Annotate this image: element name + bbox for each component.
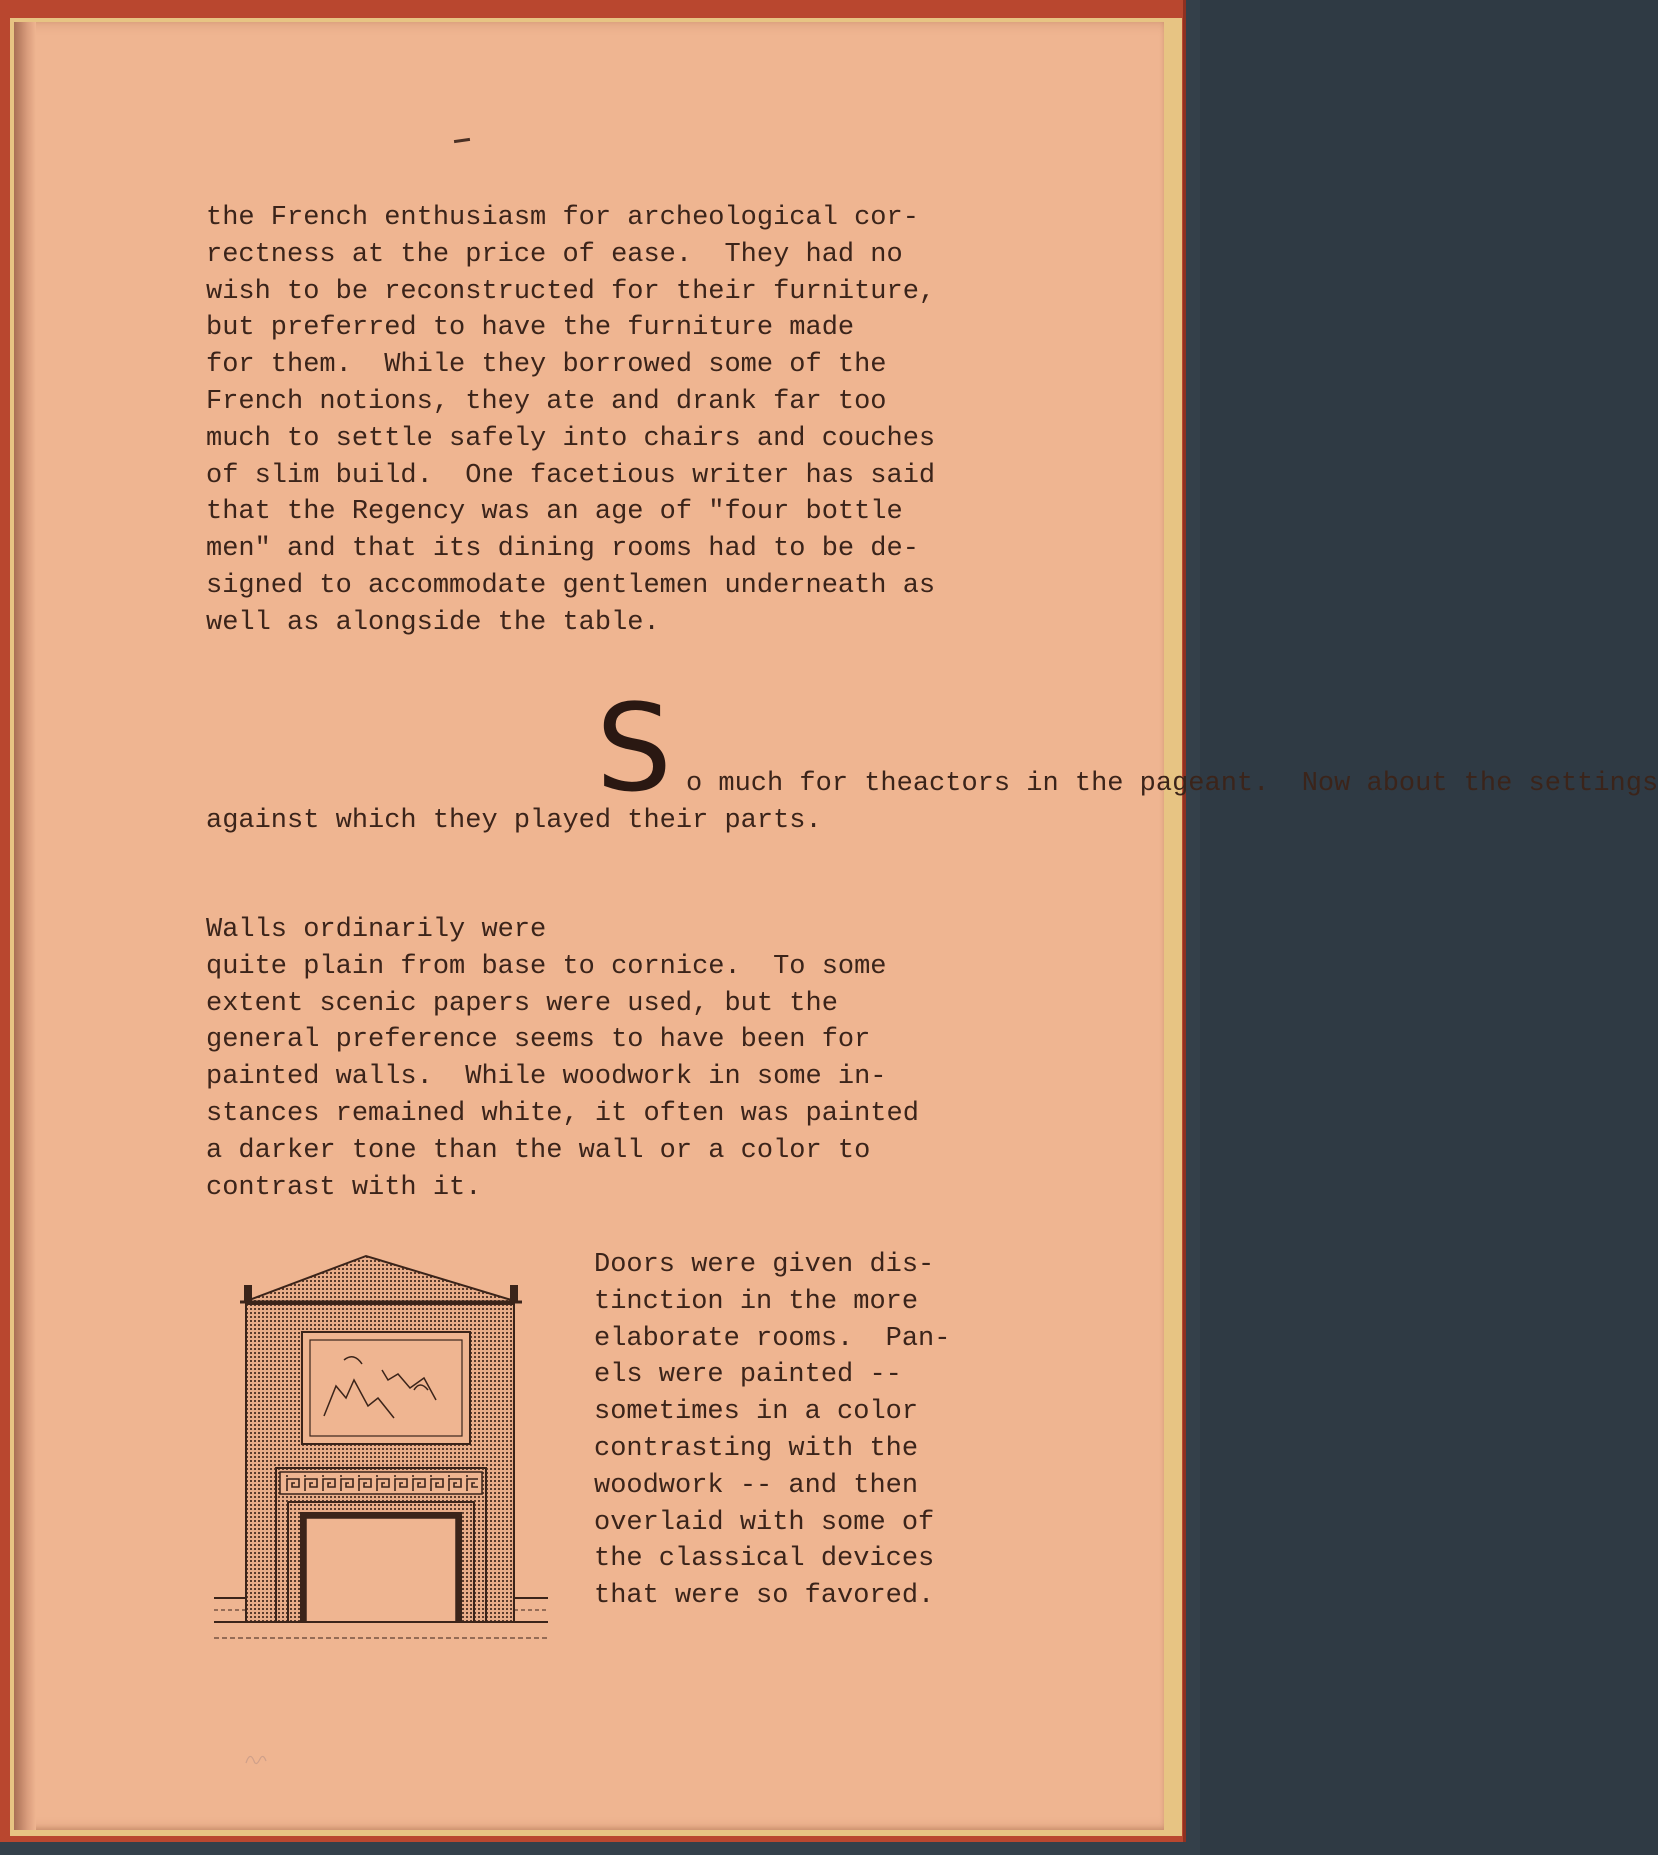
settings-line: against which they played their parts. <box>206 805 822 836</box>
classical-doorway-icon <box>214 1240 548 1650</box>
paragraph-doors: Doors were given dis- tinction in the more elaborate rooms. Pan- els were painted -- sometimes in a color contrasting with the woodwork -- and then overlaid with some of the classical devices that were so favored. <box>594 1250 951 1612</box>
paragraph-walls: Walls ordinarily were quite plain from base to cornice. To some extent scenic papers were used, but the general preference seems to have been for painted walls. While woodwork in some in- stances remained white, it often was painted a darker tone than the wall or a color to contrast with it. <box>206 915 919 1203</box>
book-page <box>14 22 1658 1830</box>
paragraph-intro: the French enthusiasm for archeological cor- rectness at the price of ease. They had no wish to be reconstructed for their furniture, but preferred to have the furniture made for them. While they borrowed some of the French notions, they ate and drank far too much to settle safely into chairs and couches of slim build. One facetious writer has said that the Regency was an age of "four bottle men" and that its dining rooms had to be de- signed to accommodate gentlemen underneath as well as alongside the table. <box>206 203 936 638</box>
settings-line: actors in the pageant. Now about the settings <box>912 769 1658 799</box>
drop-cap-letter: S <box>595 680 673 819</box>
settings-line: o much for the <box>686 769 913 799</box>
paragraph-settings <box>206 766 1658 840</box>
ink-mark <box>454 138 470 143</box>
pencil-mark-icon <box>242 1745 272 1769</box>
page-gutter <box>14 22 36 1830</box>
